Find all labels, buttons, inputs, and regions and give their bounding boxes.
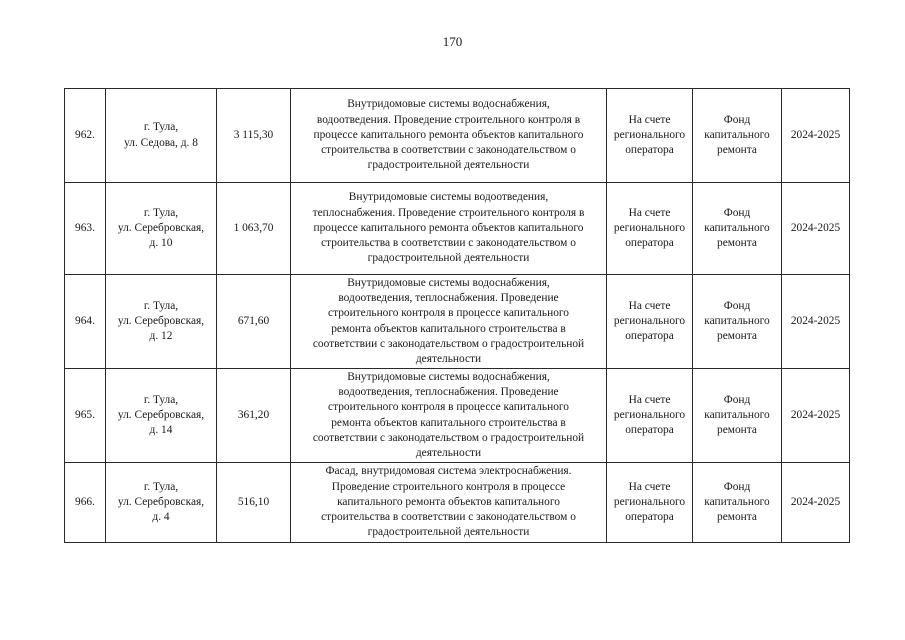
work-line: Внутридомовые системы водоотведения, (348, 191, 549, 204)
source-line: ремонта (717, 330, 757, 343)
account-line: На счете (628, 206, 671, 219)
address-city: г. Тула, (143, 299, 179, 312)
account-line: регионального (613, 128, 686, 141)
address-street: ул. Серебровская, (117, 314, 205, 327)
address-house: д. 4 (152, 511, 170, 524)
address-house: д. 10 (149, 237, 173, 250)
source-line: ремонта (717, 424, 757, 437)
work-line: ремонта объектов капитального строительства в (331, 416, 566, 429)
period-cell: 2024-2025 (782, 89, 850, 183)
table-row (65, 463, 850, 543)
account-line: На счете (628, 299, 671, 312)
account-line: регионального (613, 408, 686, 421)
work-line: Фасад, внутридомовая система электроснабжения. (325, 465, 572, 478)
address-cell (106, 89, 217, 183)
work-line: Внутридомовые системы водоснабжения, (347, 98, 550, 111)
period-cell: 2024-2025 (782, 463, 850, 543)
work-line: строительства в соответствии с законодательством о (321, 511, 576, 524)
work-line: ремонта объектов капитального строительства в (331, 322, 566, 335)
address-city: г. Тула, (143, 206, 179, 219)
account-line: регионального (613, 314, 686, 327)
table-row (65, 369, 850, 463)
source-line: ремонта (717, 511, 757, 524)
address-city: г. Тула, (143, 393, 179, 406)
row-number-cell: 965. (65, 369, 106, 463)
work-line: Внутридомовые системы водоснабжения, (347, 276, 550, 289)
funding-source-cell (693, 89, 782, 183)
work-description-cell (291, 183, 607, 275)
cost-cell: 1 063,70 (217, 183, 291, 275)
work-line: строительства в соответствии с законодательством о (321, 237, 576, 250)
work-line: градостроительной деятельности (367, 252, 530, 265)
source-line: капитального (704, 314, 770, 327)
period-cell: 2024-2025 (782, 275, 850, 369)
source-line: Фонд (723, 393, 751, 406)
table-row (65, 89, 850, 183)
address-street: ул. Седова, д. 8 (124, 136, 198, 149)
source-line: Фонд (723, 113, 751, 126)
funding-source-cell (693, 183, 782, 275)
table-row (65, 275, 850, 369)
source-line: Фонд (723, 480, 751, 493)
account-cell (607, 369, 693, 463)
work-line: деятельности (415, 447, 482, 460)
account-line: оператора (625, 424, 674, 437)
account-line: На счете (628, 480, 671, 493)
page-number: 170 (442, 34, 463, 49)
account-cell (607, 89, 693, 183)
row-number-cell: 966. (65, 463, 106, 543)
funding-source-cell (693, 463, 782, 543)
funding-source-cell (693, 369, 782, 463)
work-line: процессе капитального ремонта объектов капитального (313, 221, 584, 234)
source-line: капитального (704, 408, 770, 421)
work-description-cell (291, 369, 607, 463)
source-line: ремонта (717, 144, 757, 157)
address-cell (106, 275, 217, 369)
address-street: ул. Серебровская, (117, 408, 205, 421)
period-cell: 2024-2025 (782, 369, 850, 463)
work-line: строительного контроля в процессе капитального (328, 401, 569, 414)
work-line: деятельности (415, 353, 482, 366)
work-line: соответствии с законодательством о градостроительной (312, 431, 585, 444)
repair-works-table (64, 88, 850, 543)
work-line: соответствии с законодательством о градостроительной (312, 337, 585, 350)
account-line: На счете (628, 393, 671, 406)
account-line: оператора (625, 237, 674, 250)
work-description-cell (291, 89, 607, 183)
address-city: г. Тула, (143, 480, 179, 493)
work-line: строительного контроля в процессе капитального (328, 307, 569, 320)
period-cell: 2024-2025 (782, 183, 850, 275)
account-line: оператора (625, 144, 674, 157)
work-line: процессе капитального ремонта объектов капитального (313, 128, 584, 141)
source-line: Фонд (723, 206, 751, 219)
work-line: водоотведения, теплоснабжения. Проведение (338, 385, 559, 398)
funding-source-cell (693, 275, 782, 369)
source-line: капитального (704, 128, 770, 141)
work-line: капитального ремонта объектов капитального (337, 495, 560, 508)
account-cell (607, 463, 693, 543)
work-description-cell (291, 275, 607, 369)
work-line: Внутридомовые системы водоснабжения, (347, 370, 550, 383)
account-line: регионального (613, 495, 686, 508)
row-number-cell: 962. (65, 89, 106, 183)
cost-cell: 671,60 (217, 275, 291, 369)
address-house: д. 14 (149, 424, 173, 437)
source-line: Фонд (723, 299, 751, 312)
cost-cell: 361,20 (217, 369, 291, 463)
row-number-cell: 963. (65, 183, 106, 275)
source-line: капитального (704, 495, 770, 508)
work-line: водоотведения. Проведение строительного контроля в (316, 113, 581, 126)
work-line: градостроительной деятельности (367, 526, 530, 539)
work-line: теплоснабжения. Проведение строительного контроля в (312, 206, 585, 219)
account-cell (607, 275, 693, 369)
cost-cell: 516,10 (217, 463, 291, 543)
row-number-cell: 964. (65, 275, 106, 369)
work-line: Проведение строительного контроля в процессе (331, 480, 566, 493)
account-cell (607, 183, 693, 275)
account-line: регионального (613, 221, 686, 234)
table-row (65, 183, 850, 275)
address-cell (106, 463, 217, 543)
work-line: строительства в соответствии с законодательством о (321, 144, 576, 157)
work-line: водоотведения, теплоснабжения. Проведение (338, 291, 559, 304)
work-line: градостроительной деятельности (367, 159, 530, 172)
address-city: г. Тула, (143, 121, 179, 134)
work-description-cell (291, 463, 607, 543)
address-house: д. 12 (149, 330, 173, 343)
address-street: ул. Серебровская, (117, 221, 205, 234)
address-street: ул. Серебровская, (117, 495, 205, 508)
account-line: На счете (628, 113, 671, 126)
address-cell (106, 369, 217, 463)
source-line: ремонта (717, 237, 757, 250)
cost-cell: 3 115,30 (217, 89, 291, 183)
source-line: капитального (704, 221, 770, 234)
account-line: оператора (625, 511, 674, 524)
account-line: оператора (625, 330, 674, 343)
address-cell (106, 183, 217, 275)
